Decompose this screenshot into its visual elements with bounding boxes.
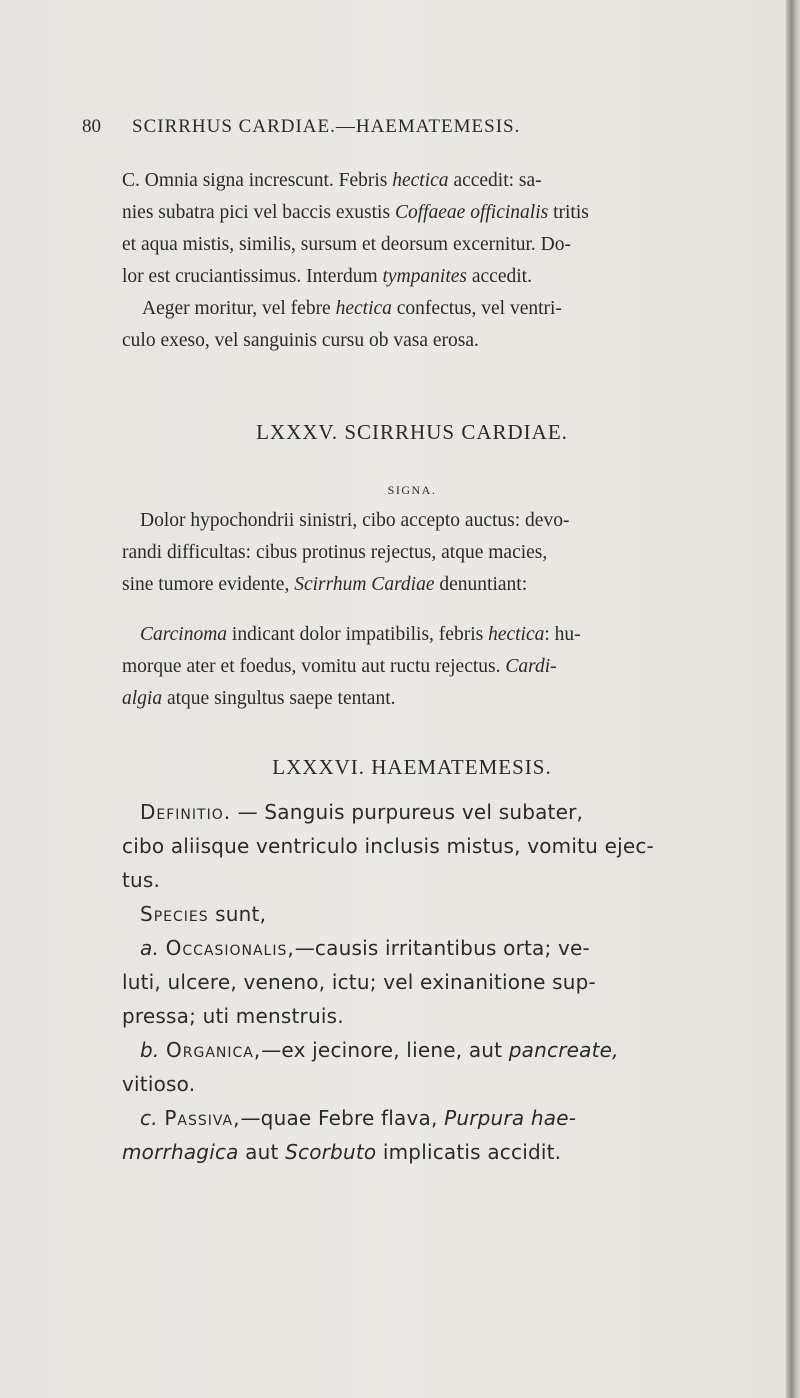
text-line: algia atque singultus saepe tentant. xyxy=(122,688,396,709)
running-title: SCIRRHUS CARDIAE.—HAEMATEMESIS. xyxy=(132,116,521,137)
text-line: C. Omnia signa increscunt. Febris hectica accedit: sa- xyxy=(122,170,542,191)
species-b-label: Organica, xyxy=(166,1038,262,1062)
text-line: cibo aliisque ventriculo inclusis mistus, vomitu ejec- xyxy=(122,834,654,858)
species-c-label: Passiva, xyxy=(164,1106,241,1130)
text-line: luti, ulcere, veneno, ictu; vel exinanitione sup- xyxy=(122,970,596,994)
text-line: pressa; uti menstruis. xyxy=(122,1004,344,1028)
text-line: Carcinoma indicant dolor impatibilis, febris hectica: hu- xyxy=(140,624,581,645)
species-b-line: b. Organica,—ex jecinore, liene, aut pancreate, xyxy=(140,1038,619,1062)
text-line: Aeger moritur, vel febre hectica confectus, vel ventri- xyxy=(142,298,562,319)
running-head xyxy=(82,116,682,138)
section-heading: LXXXVI. HAEMATEMESIS. xyxy=(272,755,552,779)
species-a-label: Occasionalis, xyxy=(165,936,295,960)
text-line: et aqua mistis, similis, sursum et deorsum excernitur. Do- xyxy=(122,234,571,255)
species-label: Species xyxy=(140,902,209,926)
text-line: culo exeso, vel sanguinis cursu ob vasa erosa. xyxy=(122,330,479,351)
text-line: morque ater et foedus, vomitu aut ructu rejectus. Cardi- xyxy=(122,656,557,677)
signa-subheading: SIGNA. xyxy=(387,483,437,497)
text-line: sine tumore evidente, Scirrhum Cardiae denuntiant: xyxy=(122,574,528,595)
species-c-line: c. Passiva,—quae Febre flava, Purpura hae- xyxy=(140,1106,577,1130)
text-line: randi difficultas: cibus protinus rejectus, atque macies, xyxy=(122,542,548,563)
species-a-line: a. Occasionalis,—causis irritantibus orta; ve- xyxy=(140,936,590,960)
section-heading: LXXXV. SCIRRHUS CARDIAE. xyxy=(256,420,568,444)
definitio-label: Definitio. xyxy=(140,800,232,824)
text-line: tus. xyxy=(122,868,161,892)
text-line: lor est cruciantissimus. Interdum tympanites accedit. xyxy=(122,266,532,287)
definitio-line: Definitio. — Sanguis purpureus vel subater, xyxy=(140,800,584,824)
text-line: Dolor hypochondrii sinistri, cibo accepto auctus: devo- xyxy=(140,510,570,531)
text-line: morrhagica aut Scorbuto implicatis accidit. xyxy=(122,1140,562,1164)
text-line: vitioso. xyxy=(122,1072,196,1096)
page-edge xyxy=(786,0,800,1398)
page-number: 80 xyxy=(82,116,101,137)
text-line: nies subatra pici vel baccis exustis Coffaeae officinalis tritis xyxy=(122,202,589,223)
species-line: Species sunt, xyxy=(140,902,267,926)
